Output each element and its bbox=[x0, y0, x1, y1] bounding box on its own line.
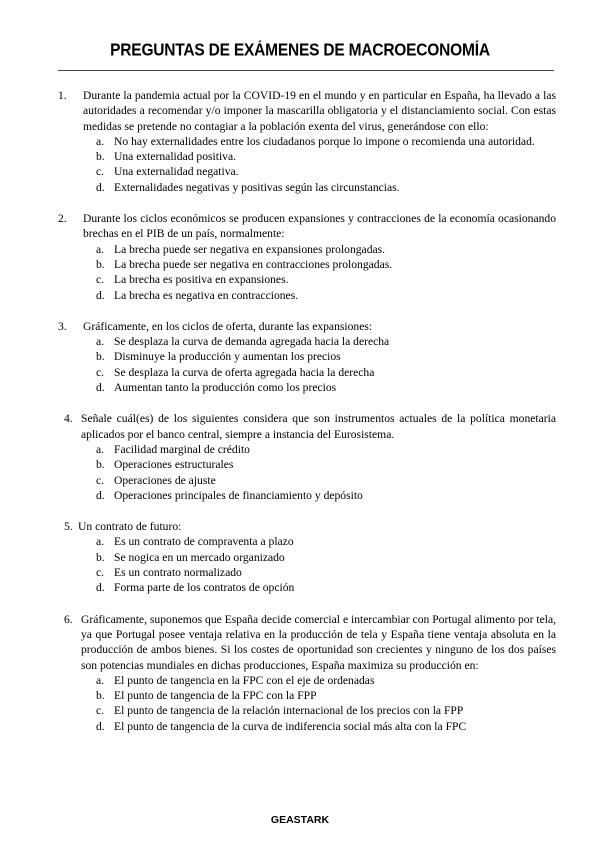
question-5 bbox=[58, 519, 556, 595]
question-text: Señale cuál(es) de los siguientes considera que son instrumentos actuales de la política monetaria aplicados por el banco central, siempre a instancia del Eurosistema. bbox=[81, 412, 556, 441]
option-text: La brecha es positiva en expansiones. bbox=[114, 273, 289, 287]
option-list bbox=[58, 334, 556, 395]
footer-brand: GEASTARK bbox=[270, 814, 330, 826]
option-list bbox=[58, 134, 556, 195]
option-letter: b. bbox=[96, 150, 105, 164]
option-letter: c. bbox=[96, 704, 105, 718]
option-text: Operaciones principales de financiamiento y depósito bbox=[114, 488, 363, 502]
question-stem bbox=[58, 211, 556, 242]
question-number: 2. bbox=[58, 212, 67, 226]
option-letter: c. bbox=[96, 165, 105, 179]
option-text: No hay externalidades entre los ciudadanos porque lo impone o recomienda una autoridad. bbox=[114, 134, 535, 148]
option-d bbox=[96, 288, 556, 303]
option-text: Una externalidad positiva. bbox=[114, 150, 237, 164]
option-list bbox=[58, 442, 556, 503]
option-letter: d. bbox=[96, 719, 105, 733]
question-text: Gráficamente, suponemos que España decide comercial e intercambiar con Portugal alimento por tela, ya que Portugal posee ventaja relativa en la producción de tela y España tiene ventaja absoluta en la producción de ambos bienes. Si los costes de oportunidad son crecientes y ninguno de los dos países son potencias mundiales en dichas producciones, España maximiza su producción en: bbox=[81, 612, 556, 672]
option-letter: c. bbox=[96, 473, 105, 487]
option-letter: b. bbox=[96, 257, 105, 271]
question-number: 1. bbox=[58, 89, 67, 102]
question-text: Durante los ciclos económicos se producen expansiones y contracciones de la economía ocasionando brechas en el PIB de un país, normalmente: bbox=[83, 212, 556, 241]
option-text: Forma parte de los contratos de opción bbox=[114, 581, 295, 595]
option-text: Facilidad marginal de crédito bbox=[114, 442, 250, 456]
question-number: 6. bbox=[64, 612, 73, 626]
option-c bbox=[96, 473, 556, 488]
question-1 bbox=[58, 88, 556, 195]
option-a bbox=[96, 534, 556, 549]
question-text: Gráficamente, en los ciclos de oferta, durante las expansiones: bbox=[83, 319, 373, 333]
option-b bbox=[96, 688, 556, 703]
option-text: Aumentan tanto la producción como los precios bbox=[114, 381, 337, 395]
option-text: Se desplaza la curva de demanda agregada hacia la derecha bbox=[114, 335, 390, 349]
option-letter: b. bbox=[96, 689, 105, 703]
option-letter: a. bbox=[96, 242, 105, 256]
document-title: PREGUNTAS DE EXÁMENES DE MACROECONOMÍA bbox=[110, 40, 490, 61]
option-letter: b. bbox=[96, 350, 105, 364]
option-text: Se desplaza la curva de oferta agregada hacia la derecha bbox=[114, 365, 375, 379]
option-list bbox=[58, 534, 556, 595]
question-stem bbox=[58, 319, 556, 334]
option-a bbox=[96, 134, 556, 149]
question-number: 5. bbox=[64, 520, 73, 534]
option-letter: c. bbox=[96, 365, 105, 379]
option-text: Disminuye la producción y aumentan los precios bbox=[114, 350, 341, 364]
option-text: La brecha puede ser negativa en expansiones prolongadas. bbox=[114, 242, 386, 256]
option-letter: c. bbox=[96, 273, 105, 287]
question-number: 3. bbox=[58, 319, 67, 333]
option-text: Una externalidad negativa. bbox=[114, 165, 239, 179]
option-text: Es un contrato normalizado bbox=[114, 566, 242, 580]
option-letter: d. bbox=[96, 288, 105, 302]
option-text: Externalidades negativas y positivas según las circunstancias. bbox=[114, 180, 400, 194]
option-letter: a. bbox=[96, 535, 105, 549]
option-text: Operaciones estructurales bbox=[114, 458, 234, 472]
option-letter: a. bbox=[96, 335, 105, 349]
question-stem bbox=[58, 411, 556, 442]
option-text: Es un contrato de compraventa a plazo bbox=[114, 535, 294, 549]
option-d bbox=[96, 180, 556, 195]
option-letter: d. bbox=[96, 180, 105, 194]
option-list bbox=[58, 673, 556, 734]
option-c bbox=[96, 703, 556, 718]
title-divider bbox=[58, 70, 554, 71]
option-a bbox=[96, 673, 556, 688]
option-letter: d. bbox=[96, 488, 105, 502]
option-b bbox=[96, 457, 556, 472]
option-c bbox=[96, 365, 556, 380]
option-letter: d. bbox=[96, 581, 105, 595]
option-b bbox=[96, 257, 556, 272]
option-text: El punto de tangencia de la curva de indiferencia social más alta con la FPC bbox=[114, 719, 467, 733]
option-list bbox=[58, 242, 556, 303]
option-text: La brecha es negativa en contracciones. bbox=[114, 288, 299, 302]
option-letter: c. bbox=[96, 566, 105, 580]
question-number: 4. bbox=[64, 412, 73, 426]
question-stem bbox=[58, 519, 556, 534]
question-text: Un contrato de futuro: bbox=[78, 520, 182, 534]
question-list bbox=[58, 88, 556, 750]
question-stem bbox=[58, 88, 556, 134]
option-letter: b. bbox=[96, 458, 105, 472]
question-6 bbox=[58, 612, 556, 734]
option-a bbox=[96, 242, 556, 257]
question-stem bbox=[58, 612, 556, 673]
option-text: El punto de tangencia de la relación internacional de los precios con la FPP bbox=[114, 704, 464, 718]
option-letter: d. bbox=[96, 381, 105, 395]
option-text: La brecha puede ser negativa en contracciones prolongadas. bbox=[114, 257, 393, 271]
option-text: El punto de tangencia en la FPC con el eje de ordenadas bbox=[114, 673, 375, 687]
question-2 bbox=[58, 211, 556, 303]
option-d bbox=[96, 719, 556, 734]
option-letter: b. bbox=[96, 550, 105, 564]
option-text: Se nogica en un mercado organizado bbox=[114, 550, 285, 564]
option-d bbox=[96, 380, 556, 395]
option-b bbox=[96, 550, 556, 565]
option-b bbox=[96, 349, 556, 364]
option-c bbox=[96, 565, 556, 580]
option-a bbox=[96, 334, 556, 349]
option-text: Operaciones de ajuste bbox=[114, 473, 216, 487]
question-4 bbox=[58, 411, 556, 503]
option-c bbox=[96, 272, 556, 287]
option-b bbox=[96, 149, 556, 164]
option-c bbox=[96, 164, 556, 179]
question-3 bbox=[58, 319, 556, 395]
option-a bbox=[96, 442, 556, 457]
question-text: Durante la pandemia actual por la COVID-19 en el mundo y en particular en España, ha llevado a las autoridades a recomendar y/o imponer la mascarilla obligatoria y el distanciamiento social. Con estas medidas se pretende no contagiar a la población exenta del virus, generándose con ello: bbox=[83, 89, 556, 133]
option-text: El punto de tangencia de la FPC con la FPP bbox=[114, 689, 317, 703]
option-d bbox=[96, 580, 556, 595]
option-letter: a. bbox=[96, 134, 105, 148]
option-letter: a. bbox=[96, 673, 105, 687]
option-letter: a. bbox=[96, 442, 105, 456]
option-d bbox=[96, 488, 556, 503]
